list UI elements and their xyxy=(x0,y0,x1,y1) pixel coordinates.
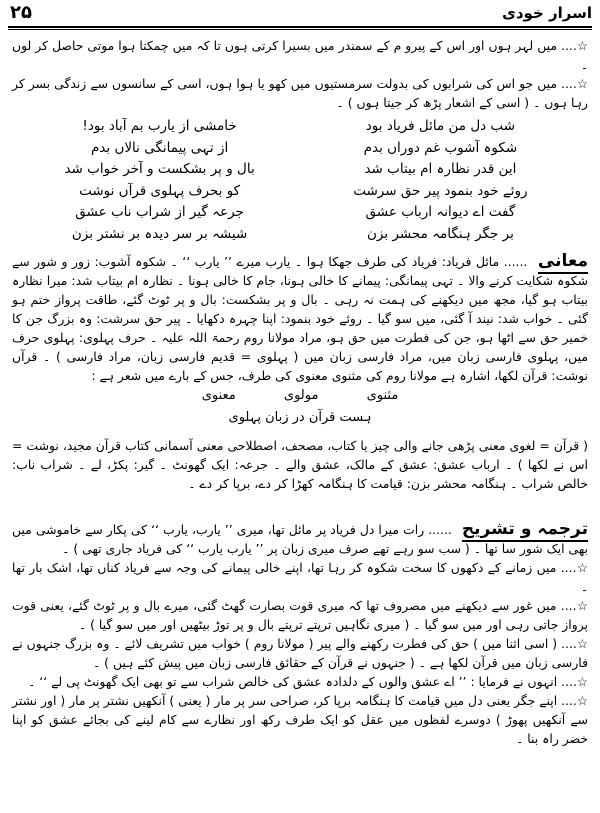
intro-line-1: ☆.... میں لہر ہوں اور اس کے پیرو م کے سمندر میں بسیرا کرتی ہوں تا کہ میں چمکتا ہوا موتی حاصل کر لوں ۔ xyxy=(12,38,588,72)
header-rule xyxy=(8,26,592,28)
tarjuma-section xyxy=(12,520,588,748)
tarjuma-line: ☆.... ( اسی اثنا میں ) حق کی فطرت رکھنے والے پیر ( مولانا روم ) خواب میں تشریف لائے ۔ وہ بزرگ جنہوں نے فارسی زبان میں قرآن لکھا ہے ۔ ( جنہوں نے قرآن کے حقائق فارسی زبان میں پیش کئے ہیں ) ۔ xyxy=(12,636,588,670)
verse-hemistich: شیشہ بر سر دیدہ بر نشتر بزن xyxy=(71,225,248,242)
verse-hemistich: بر جگر ہنگامہ محشر بزن xyxy=(366,225,514,242)
maani-section xyxy=(12,252,588,385)
verse-couplet xyxy=(40,138,560,160)
verse-hemistich: خامشی از یارب بم آباد بود! xyxy=(82,118,237,134)
tarjuma-line: ☆.... اپنے جگر یعنی دل میں قیامت کا ہنگامہ برپا کر، صراحی سر پر مار ( یعنی ) آنکھیں نشتر پر مار ( اور نشتر سے آنکھیں پھوڑ ) دوسرے لفظوں میں عقل کو ایک طرف رکھ اور نظارے سے کام لینے کی بجائے عشق کو اپنا خضر راہ بنا ۔ xyxy=(12,693,588,746)
verse-hemistich: روئے خود بنمود پیر حق سرشت xyxy=(353,182,528,199)
quote-line-2: ہست قرآن در زبان پہلوی xyxy=(228,410,372,425)
quote-word: مثنوی xyxy=(366,388,399,403)
tarjuma-line: ☆.... انہوں نے فرمایا : ’’ اے عشق والوں کے دلدادہ عشق کی خالص شراب سے تو بھی ایک گھونٹ پی لے ‘‘ ۔ xyxy=(28,674,588,689)
verse-block xyxy=(40,116,560,245)
tarjuma-line: ...... رات میرا دل فریاد پر مائل تھا، میری ’’ یارب، یارب ‘‘ کی پکار سے خاموشی میں بھی ایک شور سا تھا ۔ ( سب سو رہے تھے صرف میری زبان پر ’’ یارب یارب ‘‘ کی فریاد جاری تھی ) ۔ xyxy=(12,522,588,556)
verse-hemistich: از تہی پیمانگی نالاں بدم xyxy=(90,139,229,156)
tarjuma-first-para xyxy=(12,520,588,558)
tarjuma-line: ☆.... میں غور سے دیکھنے میں مصروف تھا کہ میری قوت بصارت گھٹ گئی، میرے بال و پر ٹوٹ گئے، یعنی قوت پرواز جاتی رہی اور میں سو گیا ۔ ( میری نگاہیں ترپتے ترپتے بال و پر توڑ بیٹھیں اور میں سو گیا ) ۔ xyxy=(12,598,588,632)
tarjuma-line: ☆.... میں زمانے کے دکھوں کا سخت شکوہ کر رہا تھا، اپنے خالی پیمانے کی وجہ سے فریاد کناں تھا، اشک بار تھا ۔ xyxy=(12,560,588,594)
intro-line-2: ☆.... میں جو اس کی شرابوں کی بدولت سرمستیوں میں کھو یا ہوا ہوں، اسی کے سانسوں سے زندگی بسر کر رہا ہوں ۔ ( اسی کے اشعار پڑھ کر جیتا ہوں ) ۔ xyxy=(12,76,588,110)
quote-line-1 xyxy=(40,388,560,403)
maani-text: ...... مائل فریاد: فریاد کی طرف جھکا ہوا ۔ یارب میرے ’’ یارب ‘‘ ۔ شکوہ آشوب: زور و شور سے شکوہ شکایت کرنے والا ۔ تہی پیمانگی: پیمانے کا خالی ہونا، جام کا خالی ہونا ۔ نظارہ ام بیتاب شد: میرا نظارہ بیتاب ہو گیا، مجھ میں دیکھنے کی ہمت نہ رہی ۔ بال و پر بشکست: بال و پر ٹوٹ گئے، طاقت پرواز ختم ہو گئی ۔ خواب شد: نیند آ گئی، میں سو گیا ۔ روئے خود بنمود: اپنا چہرہ دکھایا ۔ پیر حق سرشت: وہ بزرگ جن کا خمیر حق سے اٹھا ہو، جن کی فطرت میں حق ہو، مراد مولانا روم رحمۃ اللہ علیہ ۔ حرف پہلوی: پہلوی حرف میں، پہلوی فارسی زبان میں، مراد فارسی زبان میں ( پہلوی = قدیم فارسی زبان، مراد فارسی ) ۔ قرآں نوشت: قرآن لکھا، اشارہ ہے مولانا روم کی مثنوی معنوی کی طرف، جس کے بارے میں شعر ہے : xyxy=(12,254,588,383)
verse-couplet xyxy=(40,202,560,224)
verse-couplet xyxy=(40,181,560,203)
verse-hemistich: کو بحرف پہلوی قرآں نوشت xyxy=(79,182,241,199)
verse-couplet xyxy=(40,224,560,246)
verse-hemistich: شب دل من مائل فریاد بود xyxy=(365,118,516,134)
running-title: اسرار خودی xyxy=(502,4,592,22)
maani-heading: معانی xyxy=(538,251,588,274)
intro-text xyxy=(12,36,588,112)
verse-hemistich: بال و پر بشکست و آخر خواب شد xyxy=(64,161,255,177)
tarjuma-heading: ترجمہ و تشریح xyxy=(462,519,588,542)
verse-couplet xyxy=(40,116,560,138)
definitions-text: ( قرآن = لغوی معنی پڑھی جانے والی چیز یا کتاب، مصحف، اصطلاحی معنی آسمانی کتاب قرآن مجید، نوشت = اس نے لکھا ) ۔ ارباب عشق: عشق کے مالک، عشق والے ۔ جرعہ: ایک گھونٹ ۔ گیر: پکڑ، لے ۔ شراب ناب: خالص شراب ۔ ہنگامہ محشر بزن: قیامت کا ہنگامہ کھڑا کر دے، برپا کر دے ۔ xyxy=(12,438,588,491)
verse-hemistich: گفت اے دیوانہ ارباب عشق xyxy=(365,204,516,220)
page-header xyxy=(8,2,592,28)
quote-word: مولوی xyxy=(283,388,319,403)
quote-word: معنوی xyxy=(201,388,236,403)
verse-hemistich: این قدر نظارہ ام بیتاب شد xyxy=(364,161,517,177)
verse-couplet xyxy=(40,159,560,181)
header-rule-thin xyxy=(8,29,592,30)
verse-hemistich: جرعہ گیر از شراب ناب عشق xyxy=(75,204,244,220)
page-number: ۲۵ xyxy=(10,2,32,23)
verse-hemistich: شکوہ آشوب غم دوراں بدم xyxy=(363,139,518,156)
